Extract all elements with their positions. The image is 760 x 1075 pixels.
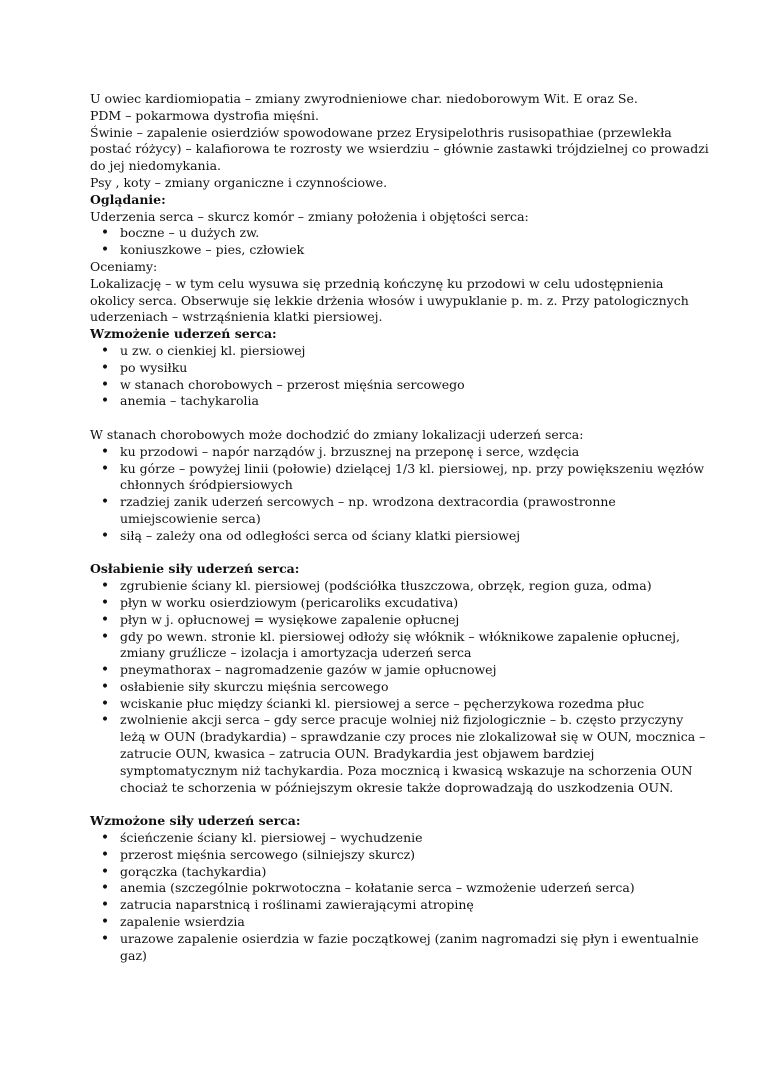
- list-item: • osłabienie siły skurczu mięśnia sercowego: [90, 679, 710, 696]
- oslabienie-list: [90, 578, 710, 796]
- intro-line-1: U owiec kardiomiopatia – zmiany zwyrodnieniowe char. niedoborowym Wit. E oraz Se.: [90, 91, 638, 106]
- list-item: • ścieńczenie ściany kl. piersiowej – wychudzenie: [90, 830, 710, 847]
- list-item: • gdy po wewn. stronie kl. piersiowej odłoży się włóknik – włóknikowe zapalenie opłucnej, zmiany gruźlicze – izolacja i amortyzacja uderzeń serca: [90, 629, 710, 663]
- lokalizacja-list: [90, 444, 710, 545]
- list-item: • u zw. o cienkiej kl. piersiowej: [90, 343, 710, 360]
- list-item: • po wysiłku: [90, 360, 710, 377]
- list-item: • płyn w j. opłucnowej = wysiękowe zapalenie opłucnej: [90, 612, 710, 629]
- heading-oslabienie: Osłabienie siły uderzeń serca:: [90, 561, 300, 577]
- list-item: • anemia (szczególnie pokrwotoczna – kołatanie serca – wzmożenie uderzeń serca): [90, 880, 710, 897]
- list-item: • koniuszkowe – pies, człowiek: [90, 242, 710, 259]
- list-item: • ku górze – powyżej linii (połowie) dzielącej 1/3 kl. piersiowej, np. przy powiększeniu węzłów chłonnych śródpiersiowych: [90, 461, 710, 495]
- ogladanie-line: Uderzenia serca – skurcz komór – zmiany położenia i objętości serca:: [90, 208, 529, 224]
- list-item: • gorączka (tachykardia): [90, 864, 710, 881]
- ogladanie-list: [90, 225, 710, 259]
- document-page: [90, 91, 710, 964]
- list-item: • zwolnienie akcji serca – gdy serce pracuje wolniej niż fizjologicznie – b. często przyczyny leżą w OUN (bradykardia) – sprawdzanie czy proces nie zlokalizował się w OUN, mocznica – zatrucie OUN, kwasica – zatrucia OUN. Bradykardia jest objawem bardziej symptomatycznym niż tachykardia. Poza mocznicą i kwasicą wskazuje na schorzenia OUN chociaż te schorzenia w późniejszym okresie także doprowadzają do uszkodzenia OUN.: [90, 712, 710, 796]
- list-item: • anemia – tachykarolia: [90, 393, 710, 410]
- wzmozone-list: [90, 830, 710, 964]
- list-item: • boczne – u dużych zw.: [90, 225, 710, 242]
- lokalizacja-paragraph: Lokalizację – w tym celu wysuwa się przednią kończynę ku przodowi w celu udostępnienia okolicy serca. Obserwuje się lekkie drżenia włosów i uwypuklanie p. m. z. Przy patologicznych uderzeniach – wstrząśnienia klatki piersiowej.: [90, 275, 689, 325]
- list-item: • przerost mięśnia sercowego (silniejszy skurcz): [90, 847, 710, 864]
- heading-wzmozenie: Wzmożenie uderzeń serca:: [90, 326, 277, 342]
- list-item: • zapalenie wsierdzia: [90, 914, 710, 931]
- list-item: • ku przodowi – napór narządów j. brzusznej na przeponę i serce, wzdęcia: [90, 444, 710, 461]
- list-item: • płyn w worku osierdziowym (pericaroliks excudativa): [90, 595, 710, 612]
- list-item: • pneymathorax – nagromadzenie gazów w jamie opłucnowej: [90, 662, 710, 679]
- oceniamy-label: Oceniamy:: [90, 258, 158, 274]
- list-item: • wciskanie płuc między ścianki kl. piersiowej a serce – pęcherzykowa rozedma płuc: [90, 696, 710, 713]
- list-item: • urazowe zapalenie osierdzia w fazie początkowej (zanim nagromadzi się płyn i ewentualnie gaz): [90, 931, 710, 965]
- list-item: • w stanach chorobowych – przerost mięśnia sercowego: [90, 377, 710, 394]
- intro-line-3: Świnie – zapalenie osierdziów spowodowane przez Erysipelothris rusisopathiae (przewlekła postać różycy) – kalafiorowa te rozrosty we wsierdziu – głównie zastawki trójdzielnej co prowadzi do jej niedomykania.: [90, 124, 709, 174]
- list-item: • zatrucia naparstnicą i roślinami zawierającymi atropinę: [90, 897, 710, 914]
- intro-line-2: PDM – pokarmowa dystrofia mięśni.: [90, 107, 319, 123]
- list-item: • rzadziej zanik uderzeń sercowych – np. wrodzona dextracordia (prawostronne umiejscowienie serca): [90, 494, 710, 528]
- heading-ogladanie: Oglądanie:: [90, 191, 166, 207]
- lokalizacja-line: W stanach chorobowych może dochodzić do zmiany lokalizacji uderzeń serca:: [90, 426, 584, 442]
- intro-line-4: Psy , koty – zmiany organiczne i czynnościowe.: [90, 174, 388, 190]
- heading-wzmozone: Wzmożone siły uderzeń serca:: [90, 813, 301, 829]
- wzmozenie-list: [90, 343, 710, 410]
- list-item: • zgrubienie ściany kl. piersiowej (podściółka tłuszczowa, obrzęk, region guza, odma): [90, 578, 710, 595]
- list-item: • siłą – zależy ona od odległości serca od ściany klatki piersiowej: [90, 528, 710, 545]
